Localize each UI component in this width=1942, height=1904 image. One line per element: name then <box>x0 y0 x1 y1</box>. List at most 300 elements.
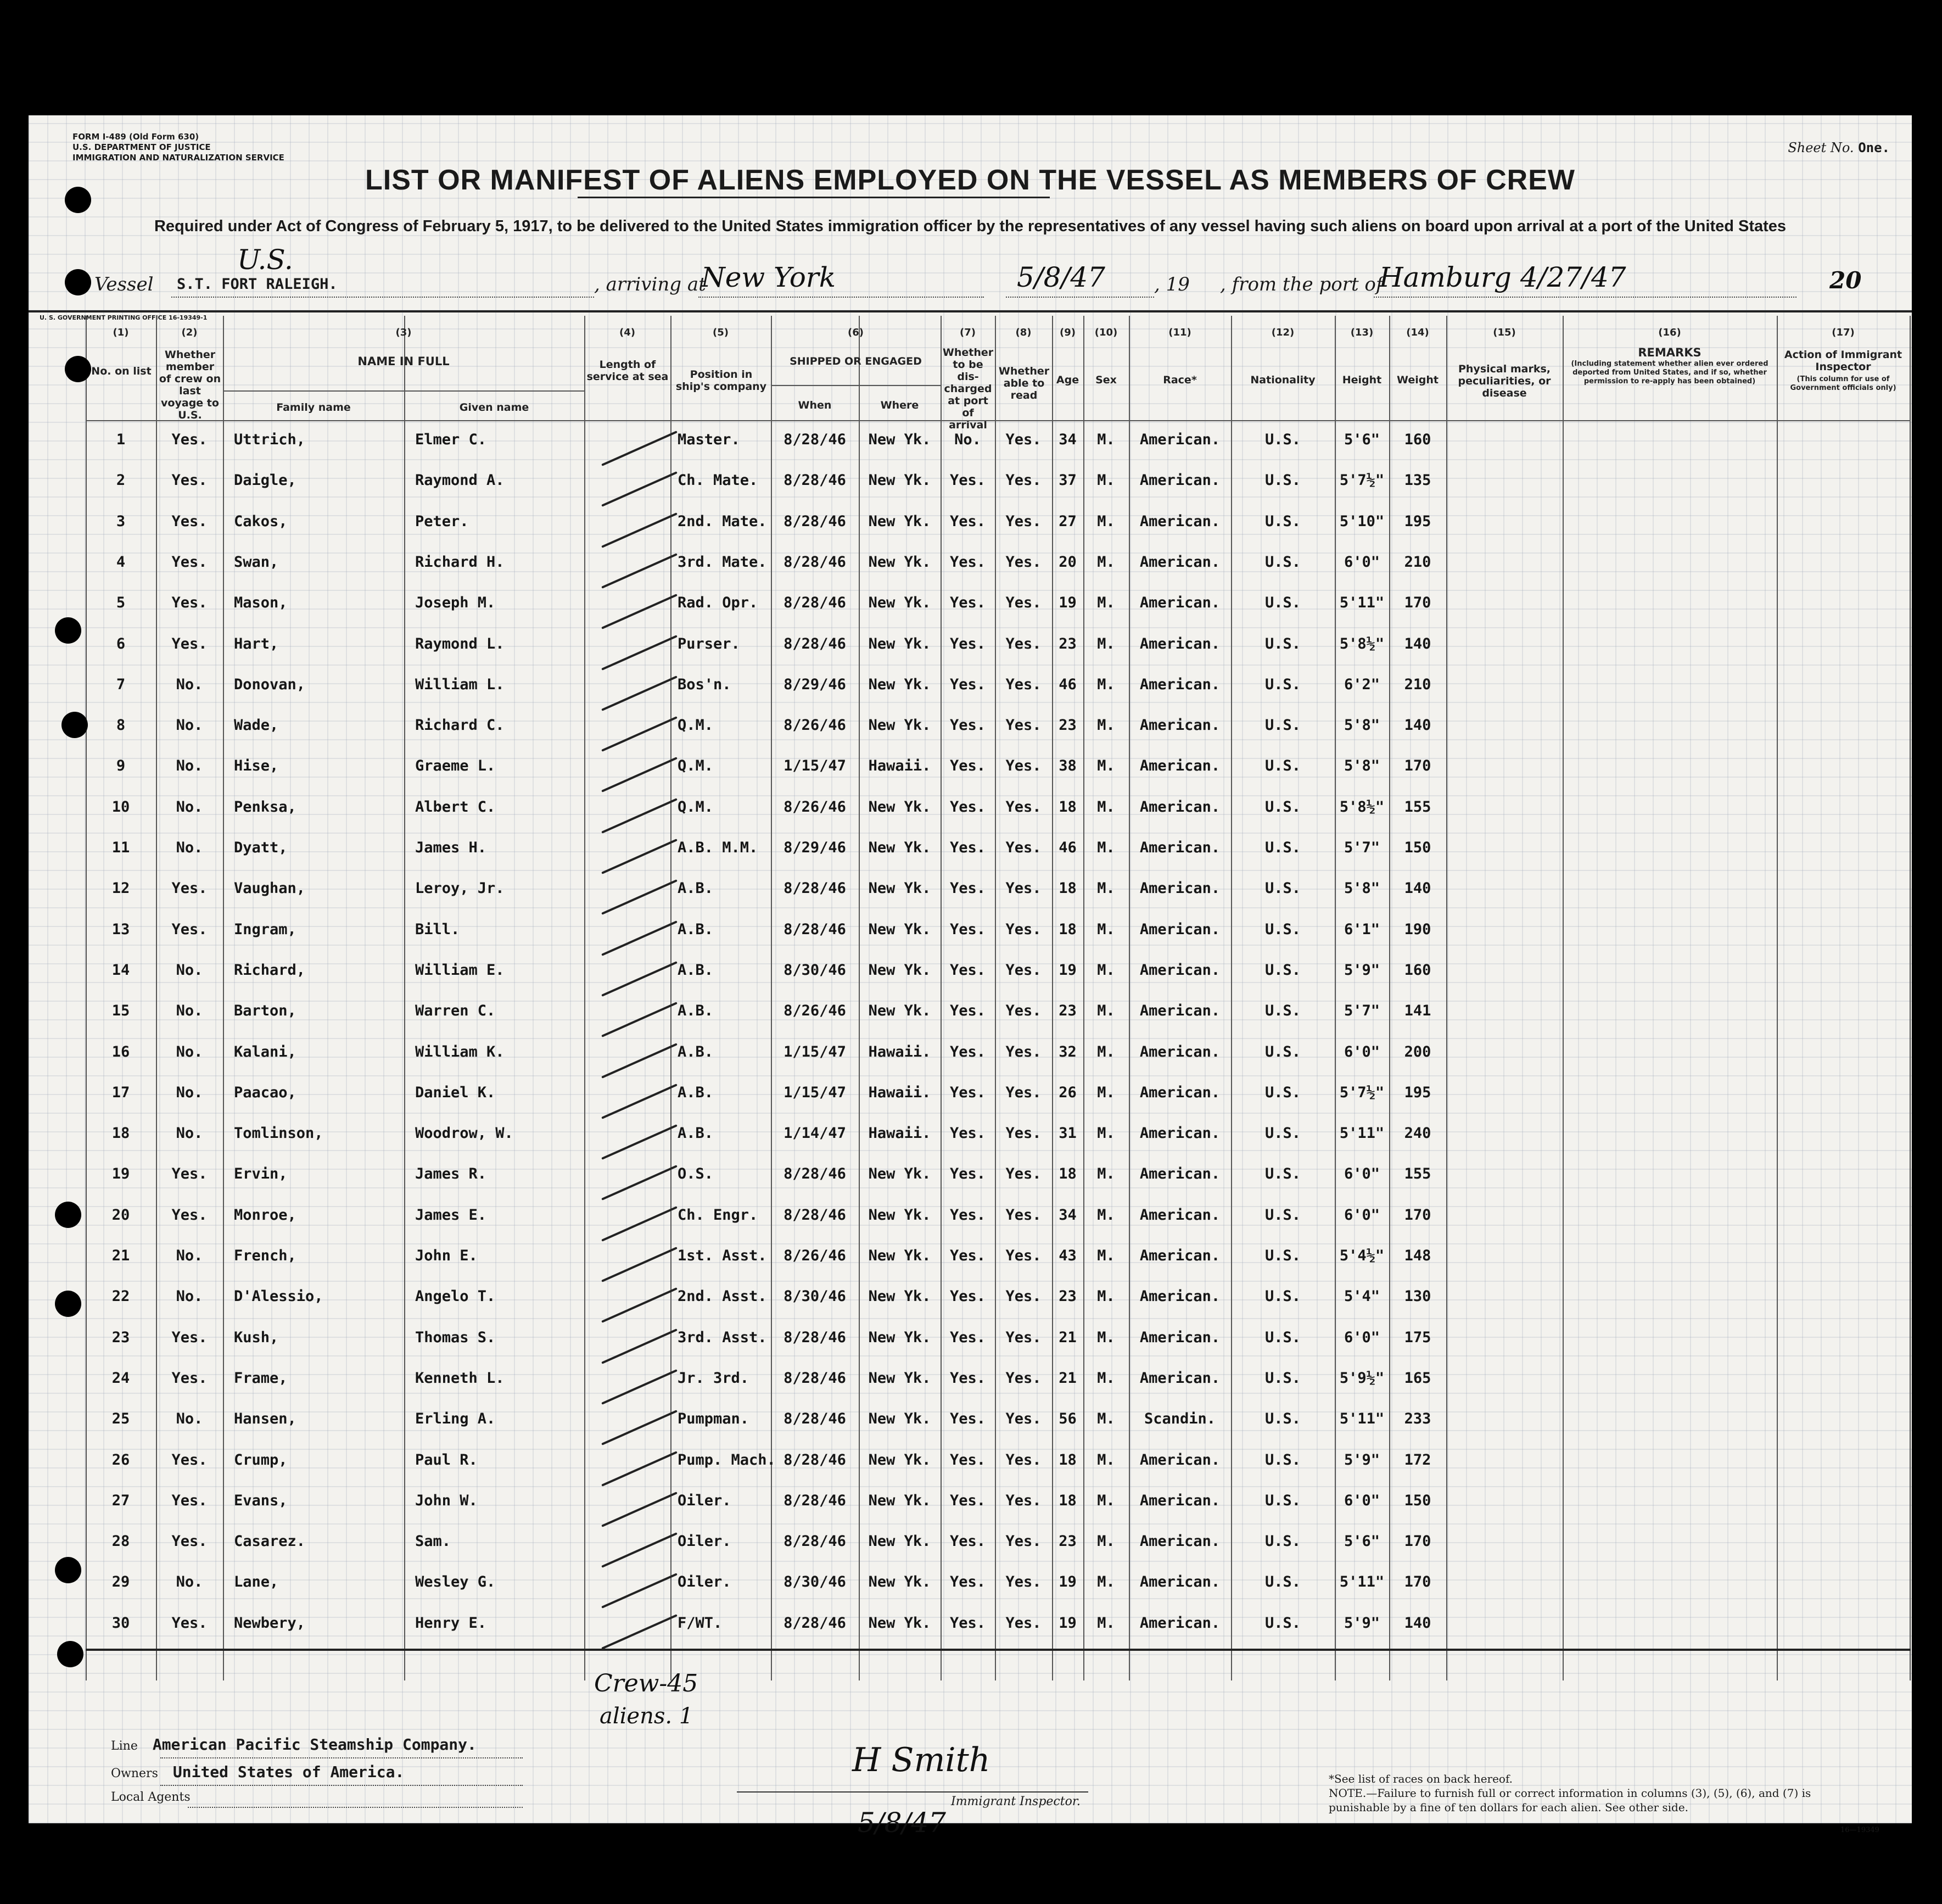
position-cell: Oiler. <box>678 1492 731 1509</box>
table-row <box>86 1084 1911 1125</box>
position-cell: 1st. Asst. <box>678 1247 767 1264</box>
race-cell: American. <box>1139 880 1221 897</box>
col-num-4: (4) <box>619 327 635 338</box>
service-check-mark <box>601 635 678 671</box>
age-cell: 18 <box>1059 798 1077 816</box>
document-subtitle: Required under Act of Congress of February 5, 1917, to be delivered to the United States immigration officer by the representatives of any vessel having such aliens on board upon arrival at a port of the United States <box>154 217 1787 235</box>
service-check-mark <box>601 1369 678 1405</box>
discharged-cell: No. <box>954 431 981 448</box>
family-name-cell: Richard, <box>234 961 306 979</box>
family-name-cell: Hise, <box>234 757 279 775</box>
sex-cell: M. <box>1097 1492 1115 1509</box>
given-name-cell: James H. <box>415 839 487 856</box>
sheet-number <box>1788 140 1890 155</box>
able-to-read-cell: Yes. <box>1005 1247 1042 1264</box>
discharged-cell: Yes. <box>949 1328 986 1346</box>
family-name-cell: Wade, <box>234 717 279 734</box>
signature-line <box>737 1791 1088 1793</box>
shipped-where-cell: New Yk. <box>868 675 931 693</box>
table-row <box>86 962 1911 1002</box>
shipped-when-cell: 8/30/46 <box>783 1288 846 1305</box>
sex-cell: M. <box>1097 880 1115 897</box>
shipped-where-cell: New Yk. <box>868 472 931 489</box>
family-name-cell: Kalani, <box>234 1043 296 1060</box>
race-cell: American. <box>1139 512 1221 530</box>
shipped-where-cell: New Yk. <box>868 717 931 734</box>
shipped-where-cell: New Yk. <box>868 1002 931 1020</box>
sex-cell: M. <box>1097 1206 1115 1224</box>
service-check-mark <box>601 553 678 589</box>
nationality-cell: U.S. <box>1264 1288 1301 1305</box>
form-identifier <box>72 132 303 163</box>
shipped-where-cell: New Yk. <box>868 961 931 979</box>
race-cell: American. <box>1139 1206 1221 1224</box>
shipped-where-cell: New Yk. <box>868 512 931 530</box>
given-name-cell: Erling A. <box>415 1410 496 1428</box>
height-cell: 6'0" <box>1344 553 1380 571</box>
given-name-cell: John E. <box>415 1247 478 1264</box>
given-name-cell: James E. <box>415 1206 487 1224</box>
year-label: , 19 <box>1154 273 1190 295</box>
corner-mark: / <box>5 0 14 25</box>
given-name-cell: Henry E. <box>415 1614 487 1632</box>
age-cell: 56 <box>1059 1410 1077 1428</box>
table-row <box>86 799 1911 839</box>
age-cell: 18 <box>1059 880 1077 897</box>
service-check-mark <box>601 1328 678 1364</box>
inspector-signature: H Smith <box>852 1741 990 1779</box>
family-name-cell: Ingram, <box>234 920 296 938</box>
family-name-cell: Casarez. <box>234 1533 306 1550</box>
last-voyage-cell: Yes. <box>171 1614 208 1632</box>
service-check-mark <box>601 961 678 997</box>
col-num-16: (16) <box>1658 327 1681 338</box>
row-number-cell: 11 <box>111 839 130 856</box>
nationality-cell: U.S. <box>1264 1369 1301 1387</box>
position-cell: A.B. <box>678 880 714 897</box>
discharged-cell: Yes. <box>949 1492 986 1509</box>
table-row <box>86 839 1911 880</box>
age-cell: 20 <box>1059 553 1077 571</box>
arriving-label: , arriving at <box>594 273 706 295</box>
race-cell: American. <box>1139 1492 1221 1509</box>
shipped-when-cell: 8/28/46 <box>783 1328 846 1346</box>
discharged-cell: Yes. <box>949 798 986 816</box>
discharged-cell: Yes. <box>949 1288 986 1305</box>
able-to-read-cell: Yes. <box>1005 1165 1042 1183</box>
last-voyage-cell: Yes. <box>171 594 208 612</box>
discharged-cell: Yes. <box>949 553 986 571</box>
last-voyage-cell: No. <box>176 675 203 693</box>
crew-count-note: Crew-45 <box>594 1670 698 1698</box>
row-number-cell: 24 <box>111 1369 130 1387</box>
height-cell: 5'9" <box>1344 1451 1380 1469</box>
row-number-cell: 18 <box>111 1125 130 1142</box>
line-label: Line <box>111 1739 138 1753</box>
family-name-cell: Swan, <box>234 553 279 571</box>
nationality-cell: U.S. <box>1264 1451 1301 1469</box>
weight-cell: 155 <box>1404 1165 1431 1183</box>
race-cell: American. <box>1139 1165 1221 1183</box>
height-cell: 5'7½" <box>1339 472 1385 489</box>
shipped-when-cell: 8/28/46 <box>783 1533 846 1550</box>
row-number-cell: 5 <box>116 594 126 612</box>
discharged-cell: Yes. <box>949 1084 986 1101</box>
discharged-cell: Yes. <box>949 1614 986 1632</box>
printer-line: U. S. GOVERNMENT PRINTING OFFICE 16-19349-1 <box>40 314 208 321</box>
height-cell: 5'4½" <box>1339 1247 1385 1264</box>
family-name-cell: Lane, <box>234 1573 279 1591</box>
table-row <box>86 1410 1911 1451</box>
shipped-when-cell: 1/15/47 <box>783 1043 846 1060</box>
discharged-cell: Yes. <box>949 1247 986 1264</box>
date-underline <box>1006 297 1154 298</box>
hdr-sex: Sex <box>1095 374 1117 386</box>
able-to-read-cell: Yes. <box>1005 1533 1042 1550</box>
weight-cell: 141 <box>1404 1002 1431 1020</box>
family-name-cell: Monroe, <box>234 1206 296 1224</box>
discharged-cell: Yes. <box>949 635 986 652</box>
able-to-read-cell: Yes. <box>1005 1125 1042 1142</box>
nationality-cell: U.S. <box>1264 839 1301 856</box>
given-name-cell: Wesley G. <box>415 1573 496 1591</box>
service-check-mark <box>601 1451 678 1487</box>
owners-underline <box>160 1785 523 1786</box>
given-name-cell: Albert C. <box>415 798 496 816</box>
binder-hole <box>55 1557 81 1583</box>
able-to-read-cell: Yes. <box>1005 1043 1042 1060</box>
col-num-13: (13) <box>1350 327 1374 338</box>
nationality-cell: U.S. <box>1264 431 1301 448</box>
position-cell: Bos'n. <box>678 675 731 693</box>
table-row <box>86 921 1911 962</box>
sex-cell: M. <box>1097 1165 1115 1183</box>
last-voyage-cell: Yes. <box>171 920 208 938</box>
weight-cell: 240 <box>1404 1125 1431 1142</box>
departure-port: Hamburg 4/27/47 <box>1379 261 1626 293</box>
row-number-cell: 1 <box>116 431 126 448</box>
height-cell: 5'11" <box>1339 594 1385 612</box>
discharged-cell: Yes. <box>949 1206 986 1224</box>
row-number-cell: 6 <box>116 635 126 652</box>
discharged-cell: Yes. <box>949 594 986 612</box>
shipped-when-cell: 8/28/46 <box>783 1369 846 1387</box>
service-check-mark <box>601 512 678 548</box>
weight-cell: 160 <box>1404 431 1431 448</box>
position-cell: 3rd. Mate. <box>678 553 767 571</box>
position-cell: A.B. <box>678 1043 714 1060</box>
shipped-when-cell: 8/26/46 <box>783 717 846 734</box>
table-row <box>86 513 1911 554</box>
race-cell: American. <box>1139 757 1221 775</box>
weight-cell: 195 <box>1404 512 1431 530</box>
row-number-cell: 23 <box>111 1328 130 1346</box>
header-rule <box>29 310 1912 312</box>
nationality-cell: U.S. <box>1264 1328 1301 1346</box>
row-number-cell: 3 <box>116 512 126 530</box>
sex-cell: M. <box>1097 1369 1115 1387</box>
agents-label: Local Agents <box>111 1790 191 1804</box>
age-cell: 31 <box>1059 1125 1077 1142</box>
race-cell: American. <box>1139 1573 1221 1591</box>
sex-cell: M. <box>1097 961 1115 979</box>
race-cell: American. <box>1139 1002 1221 1020</box>
service-check-mark <box>601 471 678 507</box>
col-num-2: (2) <box>181 327 198 338</box>
race-cell: American. <box>1139 553 1221 571</box>
discharged-cell: Yes. <box>949 675 986 693</box>
weight-cell: 175 <box>1404 1328 1431 1346</box>
table-row <box>86 472 1911 512</box>
title-underline <box>578 197 1050 198</box>
last-voyage-cell: Yes. <box>171 1328 208 1346</box>
age-cell: 23 <box>1059 1288 1077 1305</box>
given-name-cell: Angelo T. <box>415 1288 496 1305</box>
shipped-when-cell: 8/28/46 <box>783 880 846 897</box>
shipped-when-cell: 8/28/46 <box>783 1165 846 1183</box>
given-name-cell: Warren C. <box>415 1002 496 1020</box>
discharged-cell: Yes. <box>949 1165 986 1183</box>
shipped-where-cell: Hawaii. <box>868 757 931 775</box>
shipped-when-cell: 8/28/46 <box>783 472 846 489</box>
height-cell: 5'8" <box>1344 757 1380 775</box>
nationality-cell: U.S. <box>1264 1165 1301 1183</box>
service-check-mark <box>601 1165 678 1201</box>
owners-label: Owners <box>111 1767 158 1780</box>
service-name: IMMIGRATION AND NATURALIZATION SERVICE <box>72 153 284 163</box>
binder-hole <box>57 1641 83 1667</box>
height-cell: 5'8" <box>1344 880 1380 897</box>
shipped-when-cell: 8/26/46 <box>783 1247 846 1264</box>
races-note: *See list of races on back hereof. <box>1329 1772 1513 1785</box>
race-cell: American. <box>1139 1288 1221 1305</box>
height-cell: 5'6" <box>1344 431 1380 448</box>
col-num-3: (3) <box>395 327 412 338</box>
position-cell: Pump. Mach. <box>678 1451 776 1469</box>
discharged-cell: Yes. <box>949 472 986 489</box>
discharged-cell: Yes. <box>949 1125 986 1142</box>
weight-cell: 170 <box>1404 594 1431 612</box>
discharged-cell: Yes. <box>949 839 986 856</box>
shipped-where-cell: New Yk. <box>868 1533 931 1550</box>
discharged-cell: Yes. <box>949 1043 986 1060</box>
age-cell: 23 <box>1059 1533 1077 1550</box>
nationality-cell: U.S. <box>1264 472 1301 489</box>
height-cell: 5'7" <box>1344 839 1380 856</box>
race-cell: American. <box>1139 1533 1221 1550</box>
able-to-read-cell: Yes. <box>1005 1451 1042 1469</box>
nationality-cell: U.S. <box>1264 594 1301 612</box>
port-underline <box>698 297 984 298</box>
service-check-mark <box>601 839 678 874</box>
age-cell: 18 <box>1059 920 1077 938</box>
race-cell: American. <box>1139 1614 1221 1632</box>
sex-cell: M. <box>1097 717 1115 734</box>
col-num-17: (17) <box>1832 327 1855 338</box>
height-cell: 5'7½" <box>1339 1084 1385 1101</box>
height-cell: 5'11" <box>1339 1125 1385 1142</box>
discharged-cell: Yes. <box>949 920 986 938</box>
height-cell: 6'0" <box>1344 1165 1380 1183</box>
given-name-cell: William L. <box>415 675 505 693</box>
age-cell: 38 <box>1059 757 1077 775</box>
sex-cell: M. <box>1097 920 1115 938</box>
nationality-cell: U.S. <box>1264 635 1301 652</box>
row-number-cell: 13 <box>111 920 130 938</box>
line-field <box>111 1735 477 1754</box>
able-to-read-cell: Yes. <box>1005 1002 1042 1020</box>
height-cell: 5'7" <box>1344 1002 1380 1020</box>
hdr-family-name: Family name <box>276 401 351 414</box>
shipped-where-cell: New Yk. <box>868 920 931 938</box>
age-cell: 32 <box>1059 1043 1077 1060</box>
family-name-cell: Penksa, <box>234 798 296 816</box>
height-cell: 5'8" <box>1344 717 1380 734</box>
agents-field <box>111 1790 191 1804</box>
able-to-read-cell: Yes. <box>1005 675 1042 693</box>
shipped-when-cell: 1/15/47 <box>783 1084 846 1101</box>
binder-hole <box>55 1202 81 1228</box>
row-number-cell: 10 <box>111 798 130 816</box>
height-cell: 5'9½" <box>1339 1369 1385 1387</box>
given-name-cell: Sam. <box>415 1533 451 1550</box>
sex-cell: M. <box>1097 553 1115 571</box>
race-cell: American. <box>1139 594 1221 612</box>
row-number-cell: 2 <box>116 472 126 489</box>
last-voyage-cell: No. <box>176 1125 203 1142</box>
height-cell: 6'0" <box>1344 1043 1380 1060</box>
nationality-cell: U.S. <box>1264 553 1301 571</box>
header-bottom-rule <box>86 420 1911 421</box>
age-cell: 46 <box>1059 675 1077 693</box>
discharged-cell: Yes. <box>949 1002 986 1020</box>
last-voyage-cell: No. <box>176 1288 203 1305</box>
given-name-cell: Joseph M. <box>415 594 496 612</box>
race-cell: Scandin. <box>1144 1410 1216 1428</box>
table-row <box>86 554 1911 594</box>
height-cell: 5'6" <box>1344 1533 1380 1550</box>
table-row <box>86 431 1911 472</box>
position-cell: O.S. <box>678 1165 714 1183</box>
last-voyage-cell: Yes. <box>171 880 208 897</box>
age-cell: 21 <box>1059 1369 1077 1387</box>
race-cell: American. <box>1139 635 1221 652</box>
row-number-cell: 30 <box>111 1614 130 1632</box>
table-row <box>86 1002 1911 1043</box>
age-cell: 21 <box>1059 1328 1077 1346</box>
last-voyage-cell: No. <box>176 961 203 979</box>
nationality-cell: U.S. <box>1264 1410 1301 1428</box>
service-check-mark <box>601 1614 678 1650</box>
last-voyage-cell: No. <box>176 1043 203 1060</box>
weight-cell: 170 <box>1404 1573 1431 1591</box>
family-name-cell: Crump, <box>234 1451 288 1469</box>
service-check-mark <box>601 757 678 793</box>
last-voyage-cell: Yes. <box>171 1492 208 1509</box>
service-check-mark <box>601 1492 678 1527</box>
position-cell: Q.M. <box>678 717 714 734</box>
hdr-weight: Weight <box>1397 374 1439 386</box>
discharged-cell: Yes. <box>949 880 986 897</box>
given-name-cell: William E. <box>415 961 505 979</box>
row-number-cell: 29 <box>111 1573 130 1591</box>
table-row <box>86 1165 1911 1206</box>
sex-cell: M. <box>1097 1125 1115 1142</box>
shipped-when-cell: 8/28/46 <box>783 1206 846 1224</box>
service-check-mark <box>601 675 678 711</box>
row-number-cell: 21 <box>111 1247 130 1264</box>
able-to-read-cell: Yes. <box>1005 431 1042 448</box>
shipped-when-cell: 8/28/46 <box>783 1410 846 1428</box>
service-check-mark <box>601 1043 678 1079</box>
family-name-cell: Paacao, <box>234 1084 296 1101</box>
service-check-mark <box>601 798 678 834</box>
hdr-length-service: Length of service at sea <box>586 359 669 383</box>
race-cell: American. <box>1139 920 1221 938</box>
owners-value: United States of America. <box>172 1763 405 1781</box>
weight-cell: 172 <box>1404 1451 1431 1469</box>
given-name-cell: Thomas S. <box>415 1328 496 1346</box>
table-bottom-rule <box>86 1649 1911 1651</box>
service-check-mark <box>601 1573 678 1609</box>
last-voyage-cell: Yes. <box>171 635 208 652</box>
weight-cell: 190 <box>1404 920 1431 938</box>
weight-cell: 165 <box>1404 1369 1431 1387</box>
service-check-mark <box>601 1124 678 1160</box>
service-check-mark <box>601 1206 678 1242</box>
service-check-mark <box>601 1532 678 1568</box>
last-voyage-cell: Yes. <box>171 512 208 530</box>
discharged-cell: Yes. <box>949 757 986 775</box>
shipped-where-cell: New Yk. <box>868 1165 931 1183</box>
hdr-action-inspector: Action of Immigrant Inspector <box>1784 349 1902 373</box>
position-cell: Master. <box>678 431 740 448</box>
service-check-mark <box>601 1002 678 1037</box>
able-to-read-cell: Yes. <box>1005 472 1042 489</box>
hdr-remarks: REMARKS <box>1638 346 1702 359</box>
height-cell: 5'11" <box>1339 1410 1385 1428</box>
hdr-given-name: Given name <box>459 401 529 414</box>
table-row <box>86 1329 1911 1370</box>
weight-cell: 148 <box>1404 1247 1431 1264</box>
shipped-when-cell: 8/29/46 <box>783 839 846 856</box>
sex-cell: M. <box>1097 1328 1115 1346</box>
race-cell: American. <box>1139 1084 1221 1101</box>
table-row <box>86 635 1911 676</box>
able-to-read-cell: Yes. <box>1005 1573 1042 1591</box>
able-to-read-cell: Yes. <box>1005 553 1042 571</box>
weight-cell: 233 <box>1404 1410 1431 1428</box>
height-cell: 5'9" <box>1344 961 1380 979</box>
sex-cell: M. <box>1097 1288 1115 1305</box>
table-row <box>86 1288 1911 1328</box>
table-row <box>86 1207 1911 1247</box>
table-row <box>86 594 1911 635</box>
shipped-where-cell: New Yk. <box>868 1410 931 1428</box>
able-to-read-cell: Yes. <box>1005 920 1042 938</box>
position-cell: 2nd. Asst. <box>678 1288 767 1305</box>
position-cell: Pumpman. <box>678 1410 749 1428</box>
nationality-cell: U.S. <box>1264 1002 1301 1020</box>
row-number-cell: 28 <box>111 1533 130 1550</box>
table-row <box>86 1370 1911 1410</box>
position-cell: A.B. <box>678 1002 714 1020</box>
given-name-cell: John W. <box>415 1492 478 1509</box>
col-num-5: (5) <box>713 327 729 338</box>
discharged-cell: Yes. <box>949 961 986 979</box>
able-to-read-cell: Yes. <box>1005 1328 1042 1346</box>
position-cell: A.B. <box>678 1125 714 1142</box>
